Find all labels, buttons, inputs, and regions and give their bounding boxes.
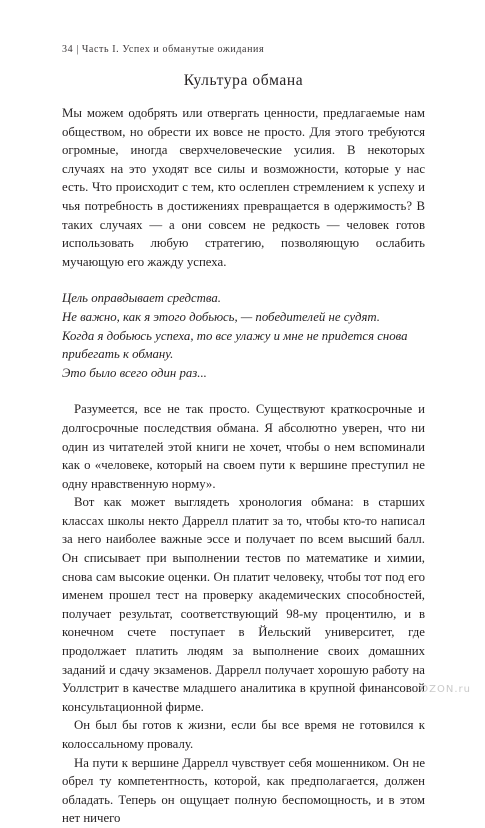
page-number: 34: [62, 44, 74, 55]
quote-line: Не важно, как я этого добьюсь, — победителей не судят.: [62, 309, 380, 324]
body-text: [62, 104, 425, 828]
quote-line: Когда я добьюсь успеха, то все улажу и мне не придется снова прибегать к обману.: [62, 328, 408, 362]
quote-line: Это было всего один раз...: [62, 365, 207, 380]
part-label: Часть I. Успех и обманутые ожидания: [81, 44, 265, 55]
quote-line: Цель оправдывает средства.: [62, 291, 221, 306]
running-head: [62, 44, 432, 55]
paragraph: Разумеется, все не так просто. Существуют краткосрочные и долгосрочные последствия обмана. Я абсолютно уверен, что ни один из читателей этой книги не хочет, чтобы о нем вспоминали как о «человеке, который на своем пути к вершине преступил не одну нравственную норму».: [62, 402, 425, 491]
paragraph: Вот как может выглядеть хронология обмана: в старших классах школы некто Даррелл платит за то, чтобы кто-то написал за него наиболее важные эссе и получает по всем высший балл. Он списывает при выполнении тестов по математике и химии, снова сам высокие оценки. Он платит человеку, чтобы тот под его именем прошел тест на проверку академических способностей, получает результат, соответствующий 98-му процентилю, и в конечном счете поступает в Йельский университет, где продолжает платить людям за выполнение своих домашних заданий и сдачу экзаменов. Даррелл получает хорошую работу на Уоллстрит в качестве младшего аналитика в крупной финансовой консультационной фирме.: [62, 495, 425, 714]
paragraph: На пути к вершине Даррелл чувствует себя мошенником. Он не обрел ту компетентность, которой, как предполагается, должен обладать. Теперь он ощущает полную беспомощность, и в этом нет ничего: [62, 755, 425, 826]
quote-block: [62, 289, 425, 382]
watermark: OZON.ru: [420, 684, 471, 695]
header-separator: |: [76, 44, 79, 55]
section-title: Культура обмана: [183, 72, 304, 89]
paragraph-intro: Мы можем одобрять или отвергать ценности, предлагаемые нам обществом, но обрести их вовсе не просто. Для этого требуются огромные, иногда сверхчеловеческие усилия. В некоторых случаях на это уходят все силы и возможности, которые у нас есть. Что происходит с тем, кто ослеплен стремлением к успеху и чья потребность в достижениях превращается в одержимость? В таких случаях — а они совсем не редкость — человек готов использовать любую стратегию, позволяющую ослабить мучающую его жажду успеха.: [62, 106, 425, 269]
paragraph: Он был бы готов к жизни, если бы все время не готовился к колоссальному провалу.: [62, 718, 425, 751]
